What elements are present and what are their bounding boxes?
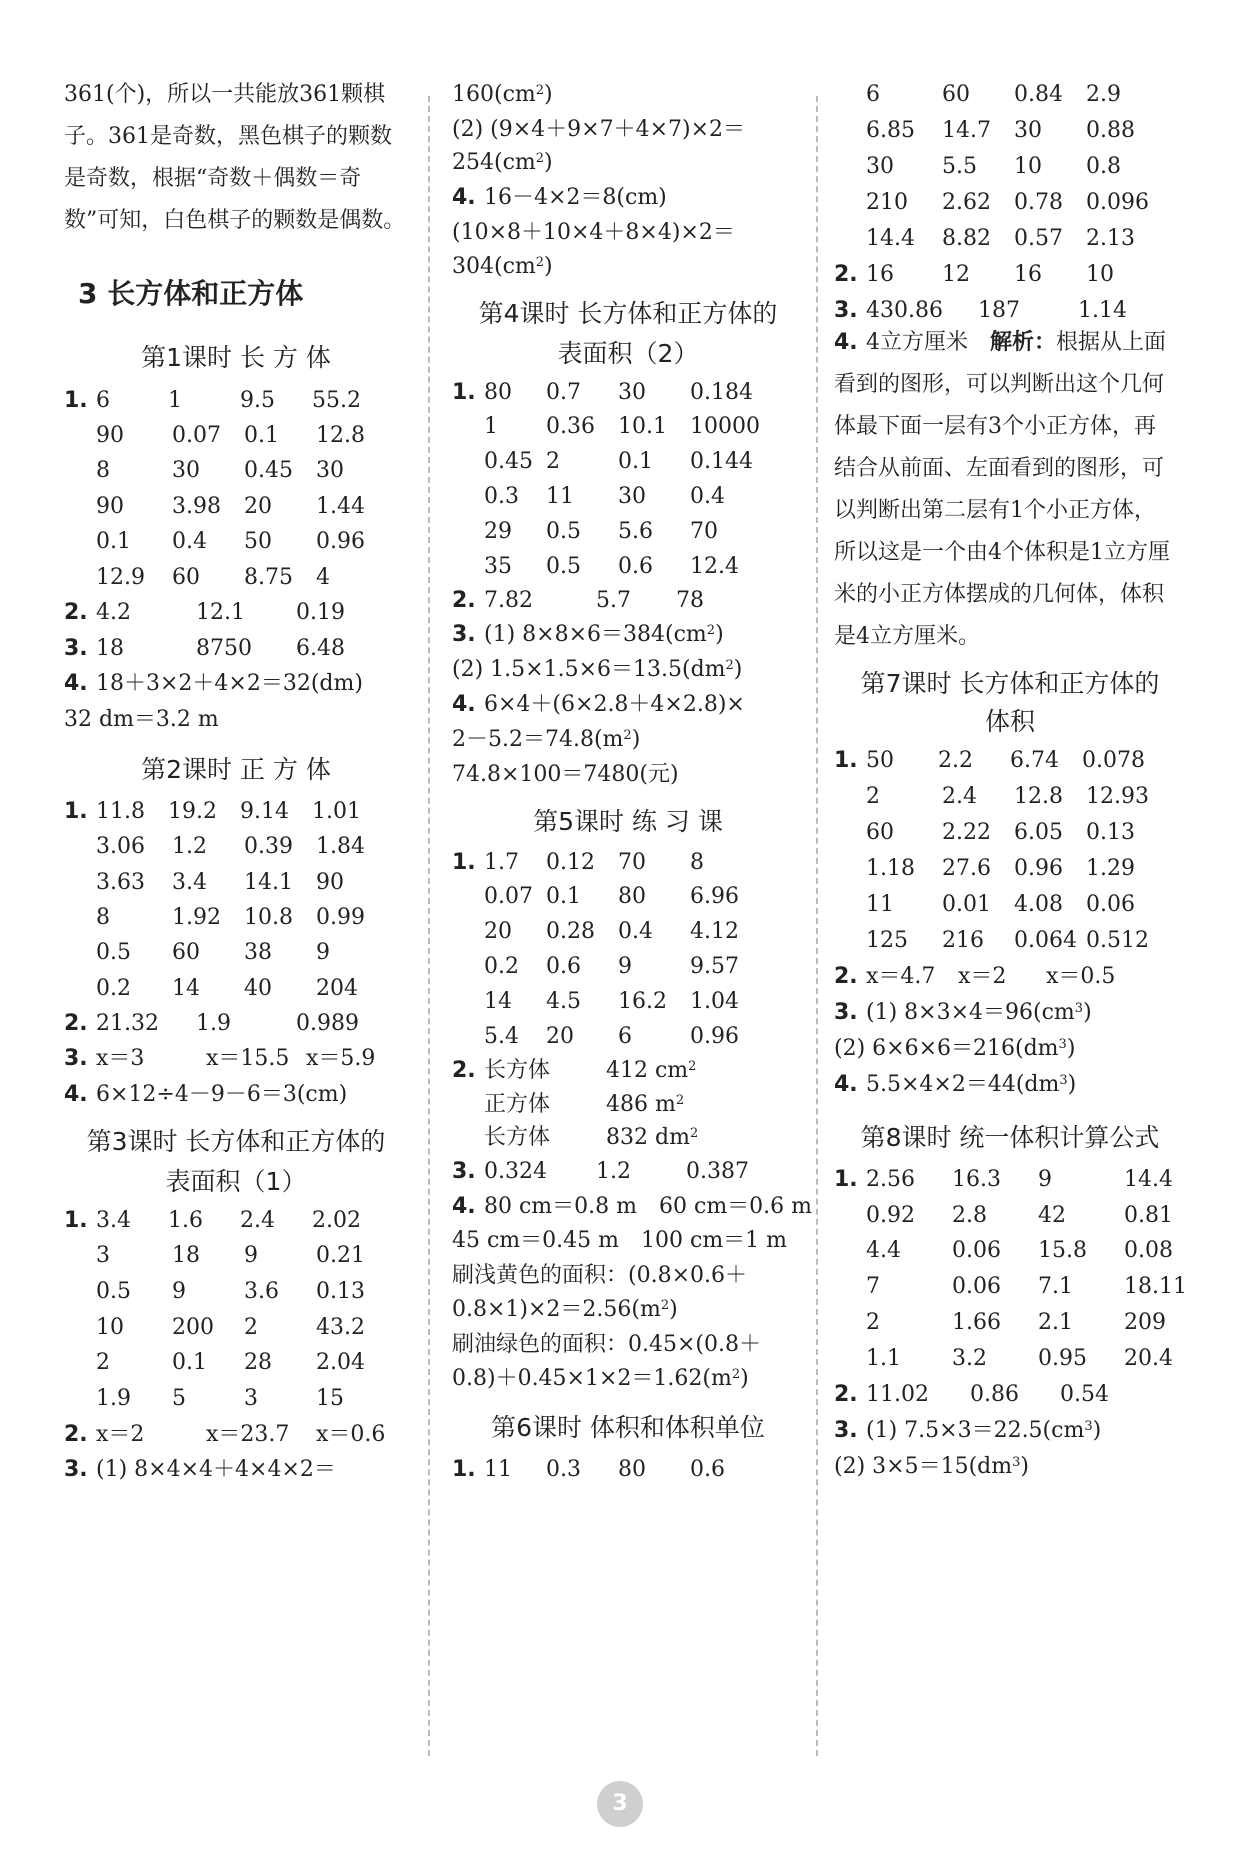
- l4-q3-part2: (2) $1.5\times 1.5\times 6=13.5(dm^2)$: [452, 657, 743, 682]
- l4-q1-row: 1. 80 0.7 30 0.184: [452, 380, 753, 405]
- l4-q1-row: 0.45 2 0.1 0.144: [484, 449, 753, 474]
- l4-q2: 2. 7.82 5.7 78: [452, 588, 704, 613]
- l1-q1-row: 0.1 0.4 50 0.96: [96, 529, 365, 554]
- l2-q1-row: 3.06 1.2 0.39 1.84: [96, 834, 365, 859]
- l5-q4-yellow: 刷浅黄色的面积：(0.8×0.6＋: [452, 1263, 747, 1288]
- lesson-4-title-cont: 表面积（2）: [557, 339, 699, 368]
- l7-q1-row: 1.18 27.6 0.96 1.29: [866, 856, 1135, 881]
- column-1: [64, 0, 408, 1760]
- column-3: [834, 0, 1186, 1760]
- l1-q1-row: 1. 6 1 9.5 55.2: [64, 388, 361, 413]
- l3-q3-cont: $160(cm^2)$: [452, 82, 553, 107]
- lesson-3-title: 第3课时 长方体和正方体的: [86, 1127, 386, 1156]
- l4-q4-cont: $2-5.2=74.8(m^2)$: [452, 727, 641, 752]
- l6-q1-row: 30 5.5 10 0.8: [866, 154, 1121, 179]
- l8-q1-row: 0.92 2.8 42 0.81: [866, 1203, 1173, 1228]
- l8-q1-row: 1.1 3.2 0.95 20.4: [866, 1346, 1173, 1371]
- l2-q1-row: 0.2 14 40 204: [96, 976, 358, 1001]
- intro-paragraph: 361(个)，所以一共能放361颗棋子。361是奇数，黑色棋子的颗数是奇数，根据“奇数＋偶数＝奇数”可知，白色棋子的颗数是偶数。: [64, 82, 406, 233]
- l7-q3: 3. (1) $8\times 3\times 4=96(cm^3)$: [834, 1000, 1092, 1025]
- l3-q3-part2: (2) (9×4＋9×7＋4×7)×2＝: [452, 117, 746, 142]
- l1-q2: 2. 4.2 12.1 0.19: [64, 600, 345, 625]
- l4-q3: 3. (1) $8\times 8\times 6=384(cm^2)$: [452, 622, 724, 647]
- l6-q1-row: 14.4 8.82 0.57 2.13: [866, 226, 1135, 251]
- l4-q1-row: 0.3 11 30 0.4: [484, 484, 725, 509]
- l2-q1-row: 8 1.92 10.8 0.99: [96, 905, 365, 930]
- l5-q3: 3. 0.324 1.2 0.387: [452, 1159, 749, 1184]
- l5-q4-green-result: $0.8)+0.45\times 1\times 2=1.62(m^2)$: [452, 1366, 749, 1391]
- column-2: [452, 0, 813, 1760]
- column-divider: [428, 96, 430, 1756]
- l3-q1-row: 1. 3.4 1.6 2.4 2.02: [64, 1208, 361, 1233]
- l3-q1-row: 3 18 9 0.21: [96, 1243, 365, 1268]
- l1-q4: 4. 18＋3×2＋4×2＝32(dm): [64, 671, 363, 696]
- l8-q3-part2: (2) $3\times 5=15(dm^3)$: [834, 1454, 1029, 1479]
- l7-q1-row: 11 0.01 4.08 0.06: [866, 892, 1135, 917]
- lesson-4-title: 第4课时 长方体和正方体的: [478, 299, 778, 328]
- l1-q1-row: 12.9 60 8.75 4: [96, 565, 330, 590]
- lesson-2-title: 第2课时 正 方 体: [141, 755, 331, 784]
- l7-q1-row: 60 2.22 6.05 0.13: [866, 820, 1135, 845]
- page-number: 3: [597, 1781, 643, 1827]
- l5-q1-row: 20 0.28 0.4 4.12: [484, 919, 739, 944]
- l8-q1-row: 7 0.06 7.1 18.11: [866, 1274, 1187, 1299]
- l5-q1-row: 14 4.5 16.2 1.04: [484, 989, 739, 1014]
- l7-q3-part2: (2) $6\times 6\times 6=216(dm^3)$: [834, 1036, 1076, 1061]
- l5-q2-row: 正方体 486 $m^2$: [484, 1092, 685, 1117]
- l5-q2-row: 长方体 832 $dm^2$: [484, 1125, 699, 1150]
- l7-q1-row: 1. 50 2.2 6.74 0.078: [834, 748, 1145, 773]
- l3-q4-cont: (10×8＋10×4＋8×4)×2＝: [452, 220, 735, 245]
- l3-q3: 3. (1) 8×4×4＋4×4×2＝: [64, 1457, 336, 1482]
- l6-q3: 3. 430.86 187 1.14: [834, 298, 1127, 323]
- l5-q1-row: 1. 1.7 0.12 70 8: [452, 850, 704, 875]
- l6-q1-row: 6.85 14.7 30 0.88: [866, 118, 1135, 143]
- l7-q1-row: 2 2.4 12.8 12.93: [866, 784, 1149, 809]
- column-divider: [816, 96, 818, 1756]
- l6-q4: 4. 4立方厘米 解析：根据从上面看到的图形，可以判断出这个几何体最下面一层有3个小正方体，再结合从前面、左面看到的图形，可以判断出第二层有1个小正方体，所以这是一个由4个体积是1立方厘米的小正方体摆成的几何体，体积是4立方厘米。: [834, 330, 1170, 649]
- l6-q2: 2. 16 12 16 10: [834, 262, 1114, 287]
- l6-q1-row: 1. 11 0.3 80 0.6: [452, 1457, 725, 1482]
- l3-q4: 4. 16－4×2＝8(cm): [452, 185, 667, 210]
- lesson-5-title: 第5课时 练 习 课: [533, 807, 723, 836]
- lesson-7-title-cont: 体积: [984, 707, 1035, 736]
- l2-q1-row: 1. 11.8 19.2 9.14 1.01: [64, 799, 361, 824]
- l7-q4: 4. $5.5\times 4\times 2=44(dm^3)$: [834, 1072, 1077, 1097]
- l3-q4-result: $304(cm^2)$: [452, 254, 553, 279]
- l2-q1-row: 0.5 60 38 9: [96, 940, 330, 965]
- l4-q1-row: 1 0.36 10.1 10000: [484, 414, 760, 439]
- l5-q4: 4. 80 cm＝0.8 m 60 cm＝0.6 m: [452, 1194, 813, 1219]
- l8-q1-row: 2 1.66 2.1 209: [866, 1310, 1166, 1335]
- lesson-8-title: 第8课时 统一体积计算公式: [860, 1123, 1160, 1152]
- l6-q1-row: 210 2.62 0.78 0.096: [866, 190, 1149, 215]
- l2-q1-row: 3.63 3.4 14.1 90: [96, 870, 344, 895]
- l1-q1-row: 90 0.07 0.1 12.8: [96, 423, 365, 448]
- l5-q4-cont: 45 cm＝0.45 m 100 cm＝1 m: [452, 1228, 788, 1253]
- l3-q2: 2. x＝2 x＝23.7 x＝0.6: [64, 1422, 386, 1447]
- l4-q4: 4. 6×4＋(6×2.8＋4×2.8)×: [452, 692, 745, 717]
- l2-q2: 2. 21.32 1.9 0.989: [64, 1011, 359, 1036]
- l2-q4: 4. 6×12÷4－9－6＝3(cm): [64, 1082, 348, 1107]
- l5-q1-row: 0.2 0.6 9 9.57: [484, 954, 739, 979]
- l3-q1-row: 10 200 2 43.2: [96, 1315, 365, 1340]
- l1-q1-row: 90 3.98 20 1.44: [96, 494, 365, 519]
- l5-q1-row: 5.4 20 6 0.96: [484, 1024, 739, 1049]
- l5-q4-yellow-result: $0.8\times 1)\times 2=2.56(m^2)$: [452, 1297, 678, 1322]
- lesson-7-title: 第7课时 长方体和正方体的: [860, 669, 1160, 698]
- l3-q1-row: 2 0.1 28 2.04: [96, 1350, 365, 1375]
- l8-q3: 3. (1) $7.5\times 3=22.5(cm^3)$: [834, 1418, 1102, 1443]
- l5-q4-green: 刷油绿色的面积：0.45×(0.8＋: [452, 1332, 761, 1357]
- l1-q3: 3. 18 8750 6.48: [64, 636, 345, 661]
- l1-q1-row: 8 30 0.45 30: [96, 458, 344, 483]
- l8-q2: 2. 11.02 0.86 0.54: [834, 1382, 1109, 1407]
- lesson-3-title-cont: 表面积（1）: [165, 1167, 307, 1196]
- l3-q3-part2-cont: $254(cm^2)$: [452, 150, 553, 175]
- l4-q4-result: 74.8×100＝7480(元): [452, 762, 679, 787]
- l5-q2-row: 2. 长方体 412 $cm^2$: [452, 1058, 697, 1083]
- l4-q1-row: 29 0.5 5.6 70: [484, 519, 718, 544]
- l4-q1-row: 35 0.5 0.6 12.4: [484, 554, 739, 579]
- l8-q1-row: 1. 2.56 16.3 9 14.4: [834, 1167, 1173, 1192]
- l8-q1-row: 4.4 0.06 15.8 0.08: [866, 1238, 1173, 1263]
- l7-q2: 2. x＝4.7 x＝2 x＝0.5: [834, 964, 1116, 989]
- lesson-6-title: 第6课时 体积和体积单位: [491, 1413, 765, 1442]
- l5-q1-row: 0.07 0.1 80 6.96: [484, 884, 739, 909]
- l6-q1-row: 6 60 0.84 2.9: [866, 82, 1121, 107]
- l3-q1-row: 0.5 9 3.6 0.13: [96, 1279, 365, 1304]
- l7-q1-row: 125 216 0.064 0.512: [866, 928, 1149, 953]
- l3-q1-row: 1.9 5 3 15: [96, 1386, 344, 1411]
- l2-q3: 3. x＝3 x＝15.5 x＝5.9: [64, 1046, 376, 1071]
- section-title: 3 长方体和正方体: [78, 277, 304, 310]
- l1-q4-cont: 32 dm＝3.2 m: [64, 707, 219, 732]
- lesson-1-title: 第1课时 长 方 体: [141, 343, 331, 372]
